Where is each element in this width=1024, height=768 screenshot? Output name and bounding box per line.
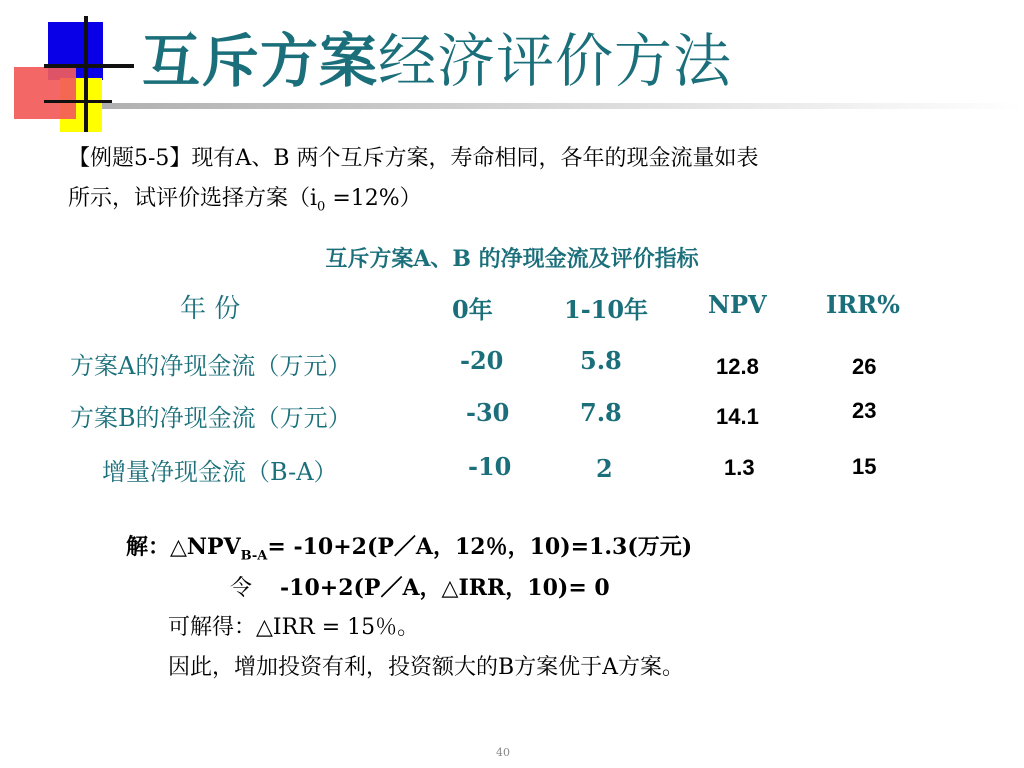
row-b-year-0: -30 [466,398,510,427]
header-irr: IRR% [826,290,900,319]
problem-line-2 [68,184,422,222]
row-b-label: 方案B的净现金流（万元） [70,404,352,432]
logo-horizontal-line [44,64,134,68]
solution-line-3: 可解得：△IRR = 15％。 [168,615,420,640]
title-normal-part: 经济评价方法 [378,27,733,95]
solution-line-1 [126,533,692,570]
problem-line-2-text: 所示，试评价选择方案（i [68,186,318,211]
row-b-npv: 14.1 [716,404,759,429]
solution-line-2 [230,574,610,603]
solution-npv-formula: = -10+2(P／A，12％，10)=1.3(万元) [267,534,693,560]
page-number: 40 [496,746,510,759]
logo-red-square [14,67,76,119]
title-bold-part: 互斥方案 [142,27,379,95]
title-underline [102,103,1024,109]
header-years-1-10: 1-10年 [564,295,649,324]
row-delta-npv: 1.3 [724,455,755,480]
solution-subscript: B-A [240,548,268,564]
row-b-years-1-10: 7.8 [580,398,622,427]
row-delta-year-0: -10 [468,452,512,481]
logo-vertical-line [84,16,88,132]
row-delta-irr: 15 [852,454,877,479]
row-a-irr: 26 [852,354,877,379]
row-delta-years-1-10: 2 [596,454,613,483]
solution-delta-npv: 解：△NPV [126,534,241,560]
header-year-0: 0年 [452,295,493,324]
row-a-label: 方案A的净现金流（万元） [70,352,352,380]
slide-title [142,24,732,98]
header-year: 年 份 [180,294,241,324]
header-npv: NPV [708,290,767,319]
row-a-npv: 12.8 [716,354,759,379]
problem-line-1: 【例题5-5】现有A、B 两个互斥方案，寿命相同，各年的现金流量如表 [68,146,759,171]
row-a-year-0: -20 [460,346,504,375]
row-a-years-1-10: 5.8 [580,346,622,375]
row-b-irr: 23 [852,398,877,423]
problem-line-2-rate: =12%） [325,186,422,211]
solution-conclusion: 因此，增加投资有利，投资额大的B方案优于A方案。 [168,655,685,680]
solution-irr-equation: -10+2(P／A，△IRR，10)= 0 [280,575,610,601]
solution-let: 令 [230,576,253,601]
problem-line-2-subscript: 0 [317,199,326,215]
row-delta-label: 增量净现金流（B-A） [102,458,338,486]
table-caption: 互斥方案A、B 的净现金流及评价指标 [325,246,699,272]
